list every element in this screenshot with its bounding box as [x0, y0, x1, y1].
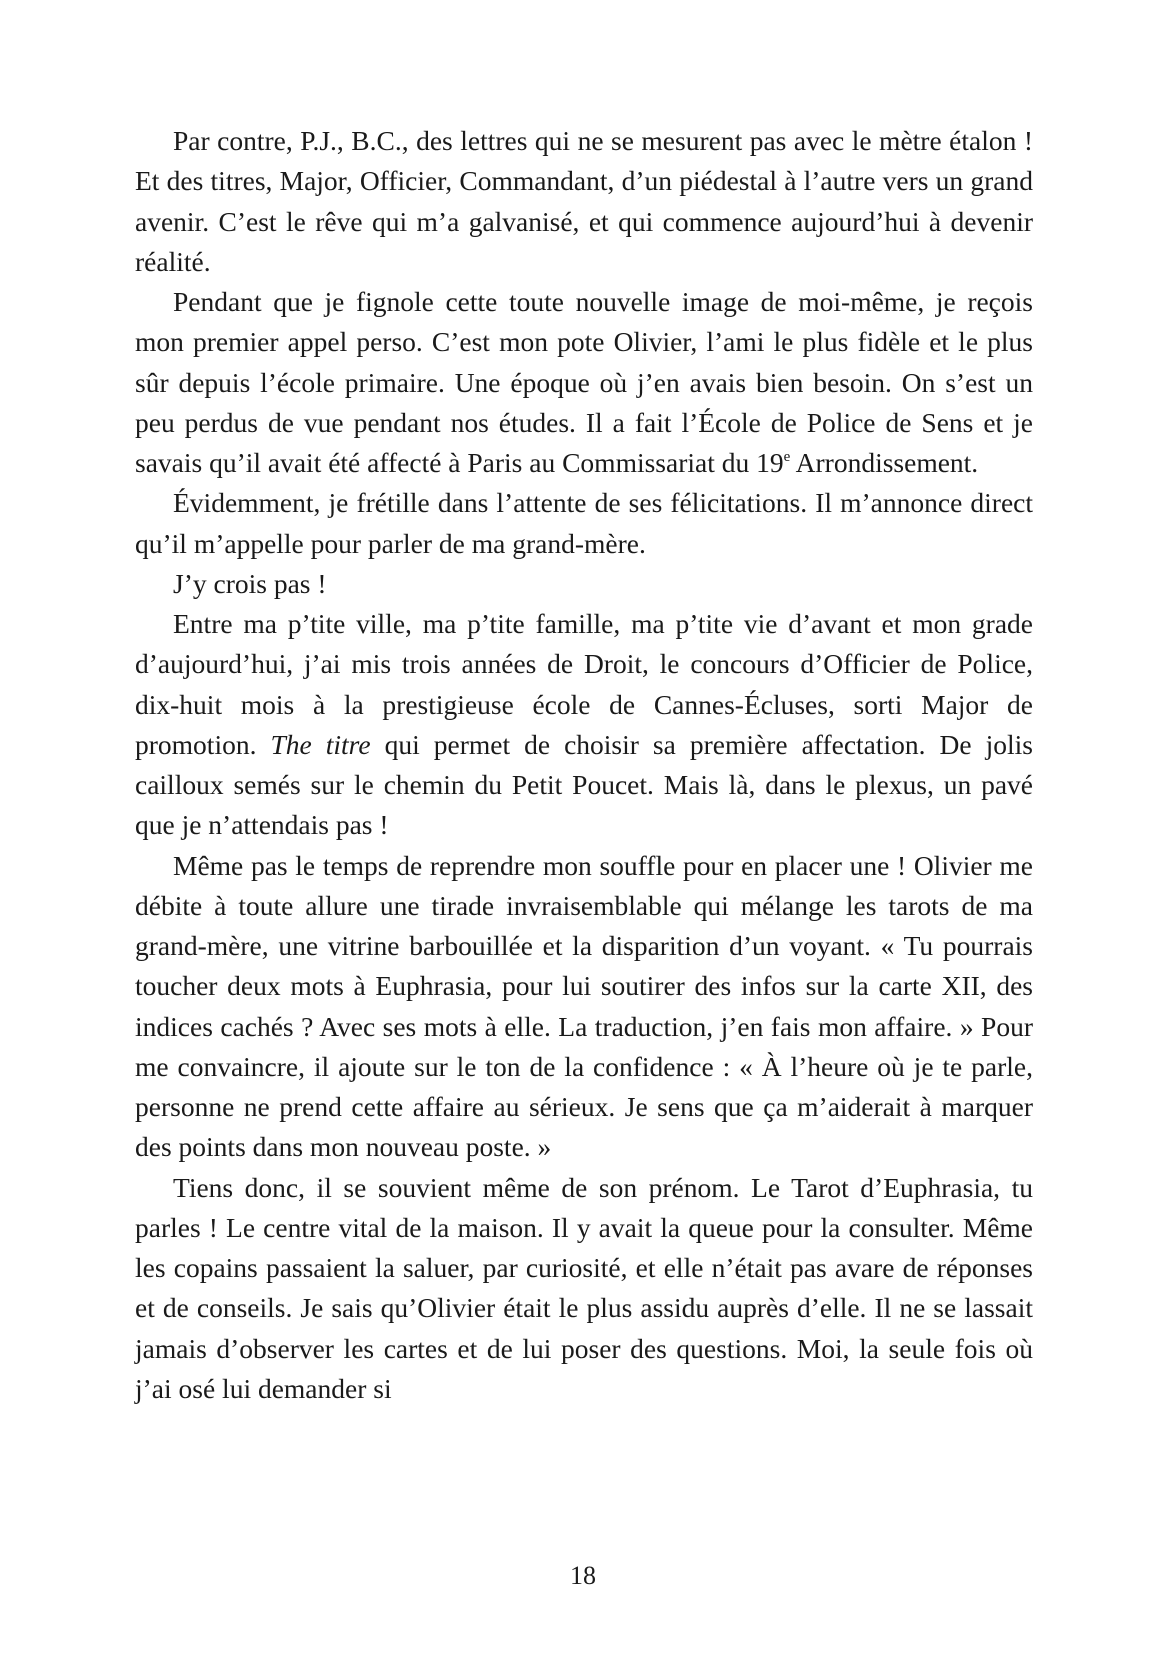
paragraph-5-text-before: Entre ma p’tite ville, ma p’tite famille, ma p’tite vie d’avant et mon grade d’aujourd’hui, j’ai mis trois années de Droit, le concours d’Officier de Police, dix-huit mois à la prestigieuse école de Cannes-Écluses, sorti Major de promotion.: [135, 608, 1033, 760]
paragraph-4-text: J’y crois pas !: [173, 567, 327, 599]
paragraph-7-text: Tiens donc, il se souvient même de son prénom. Le Tarot d’Euphrasia, tu parles ! Le centre vital de la maison. Il y avait la queue pour la consulter. Même les copains passaient la saluer, par curiosité, et elle n’était pas avare de réponses et de conseils. Je sais qu’Olivier était le plus assidu auprès d’elle. Il ne se lassait jamais d’observer les cartes et de lui poser des questions. Moi, la seule fois où j’ai osé lui demander si: [135, 1171, 1033, 1404]
paragraph-4: [135, 564, 1033, 604]
paragraph-2: [135, 282, 1033, 483]
paragraph-6: [135, 846, 1033, 1168]
paragraph-3: [135, 483, 1033, 564]
paragraph-2-text-after: Arrondissement.: [790, 447, 979, 478]
page-number: 18: [570, 1561, 596, 1590]
paragraph-2-superscript: e: [783, 449, 791, 465]
paragraph-2-text-before: Pendant que je fignole cette toute nouvelle image de moi-même, je reçois mon premier appel perso. C’est mon pote Olivier, l’ami le plus fidèle et le plus sûr depuis l’école primaire. Une époque où j’en avais bien besoin. On s’est un peu perdus de vue pendant nos études. Il a fait l’École de Police de Sens et je savais qu’il avait été affecté à Paris au Commissariat du 19: [135, 286, 1033, 478]
paragraph-6-text: Même pas le temps de reprendre mon souffle pour en placer une ! Olivier me débite à toute allure une tirade invraisemblable qui mélange les tarots de ma grand-mère, une vitrine barbouillée et la disparition d’un voyant. « Tu pourrais toucher deux mots à Euphrasia, pour lui soutirer des infos sur la carte XII, des indices cachés ? Avec ses mots à elle. La traduction, j’en fais mon affaire. » Pour me convaincre, il ajoute sur le ton de la confidence : « À l’heure où je te parle, personne ne prend cette affaire au sérieux. Je sens que ça m’aiderait à marquer des points dans mon nouveau poste. »: [135, 849, 1033, 1163]
page-body: [135, 121, 1033, 1409]
paragraph-1: [135, 121, 1033, 282]
paragraph-5-italic: The titre: [270, 728, 371, 760]
paragraph-7: [135, 1168, 1033, 1410]
paragraph-1-text: Par contre, P.J., B.C., des lettres qui ne se mesurent pas avec le mètre étalon ! Et des titres, Major, Officier, Commandant, d’un piédestal à l’autre vers un grand avenir. C’est le rêve qui m’a galvanisé, et qui commence aujourd’hui à devenir réalité.: [135, 125, 1033, 277]
paragraph-5-text-after: qui permet de choisir sa première affectation. De jolis cailloux semés sur le chemin du Petit Poucet. Mais là, dans le plexus, un pavé que je n’attendais pas !: [135, 728, 1033, 841]
paragraph-5: [135, 604, 1033, 846]
paragraph-3-text: Évidemment, je frétille dans l’attente de ses félicitations. Il m’annonce direct qu’il m’appelle pour parler de ma grand-mère.: [135, 487, 1033, 559]
